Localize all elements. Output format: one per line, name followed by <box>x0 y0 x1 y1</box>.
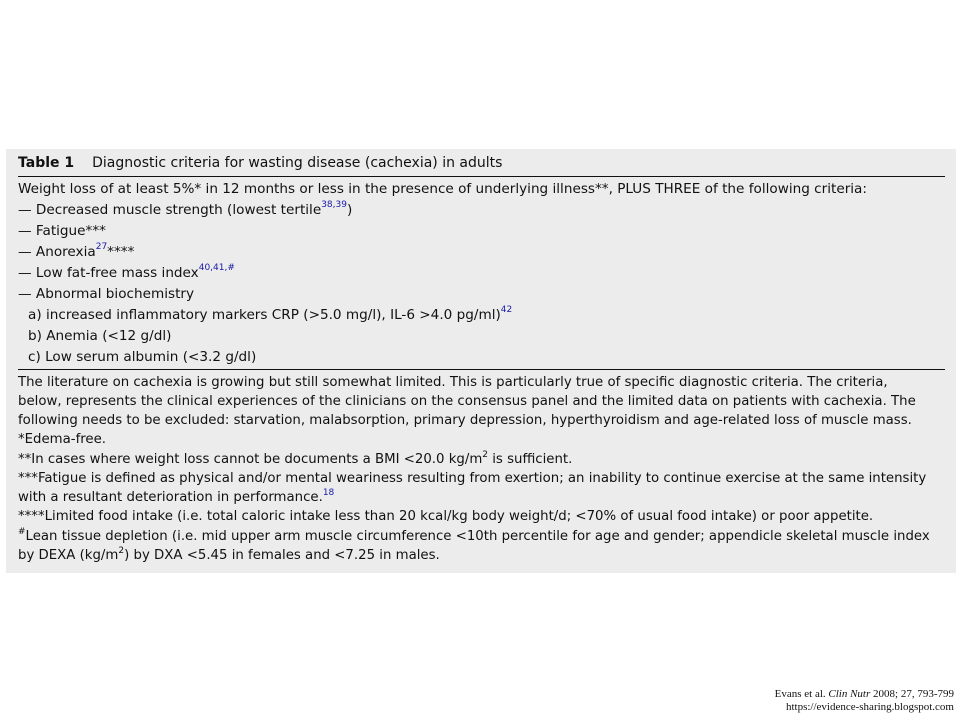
criterion-text: — Fatigue*** <box>18 223 106 239</box>
reference-link[interactable]: 38,39 <box>321 200 347 211</box>
footnote-text: is sufficient. <box>488 452 573 467</box>
citation-line <box>775 688 954 701</box>
table-title: Diagnostic criteria for wasting disease (cachexia) in adults <box>92 155 503 171</box>
criterion-fat-free-mass <box>18 264 235 282</box>
footnote-text: with a resultant deterioration in performance. <box>18 490 323 505</box>
table-caption <box>18 154 502 172</box>
criterion-text: — Decreased muscle strength (lowest tertile <box>18 202 322 218</box>
footnote-text: **In cases where weight loss cannot be documents a BMI <20.0 kg/m <box>18 452 483 467</box>
criterion-fatigue <box>18 222 106 240</box>
hash-mark: # <box>18 526 26 537</box>
citation-details: 2008; 27, 793-799 <box>873 688 954 700</box>
reference-link[interactable]: 27 <box>95 242 108 253</box>
sub-criterion-text: c) Low serum albumin (<3.2 g/dl) <box>28 349 257 365</box>
notes-paragraph-line: below, represents the clinical experiences of the clinicians on the consensus panel and the limited data on patients with cachexia. The <box>18 394 916 409</box>
footnote-text: Lean tissue depletion (i.e. mid upper arm muscle circumference <10th percentile for age and gender; appendicle skeletal muscle index <box>25 529 930 544</box>
criterion-suffix: ) <box>346 202 353 218</box>
sub-criterion-inflammatory <box>28 306 512 324</box>
reference-link[interactable]: 18 <box>322 487 335 498</box>
footnote-edema: *Edema-free. <box>18 432 107 447</box>
footnote-text: by DEXA (kg/m <box>18 548 119 563</box>
reference-link[interactable]: 40,41,# <box>198 263 235 274</box>
table-box <box>6 149 956 573</box>
sub-criterion-anemia <box>28 327 171 345</box>
notes-paragraph-line: The literature on cachexia is growing but still somewhat limited. This is particularly true of specific diagnostic criteria. The criteria, <box>18 375 888 390</box>
criteria-intro: Weight loss of at least 5%* in 12 months or less in the presence of underlying illness**, PLUS THREE of the following criteria: <box>18 181 867 197</box>
table-label: Table 1 <box>18 155 75 171</box>
footnote-lean-line2 <box>18 547 440 565</box>
footnote-fatigue-line1: ***Fatigue is defined as physical and/or mental weariness resulting from exertion; an inability to continue exercise at the same intensity <box>18 471 927 486</box>
sub-criterion-albumin <box>28 348 256 366</box>
criterion-text: — Anorexia <box>18 244 96 260</box>
superscript: 2 <box>482 449 489 460</box>
criterion-text: — Abnormal biochemistry <box>18 286 195 302</box>
sub-criterion-text: a) increased inflammatory markers CRP (>5.0 mg/l), IL-6 >4.0 pg/ml) <box>28 307 501 323</box>
sub-criterion-text: b) Anemia (<12 g/dl) <box>28 328 172 344</box>
criterion-anorexia <box>18 243 134 261</box>
criterion-suffix: **** <box>107 244 135 260</box>
footnote-food-intake: ****Limited food intake (i.e. total caloric intake less than 20 kcal/kg body weight/d; <70% of usual food intake) or poor appetite. <box>18 509 874 524</box>
criterion-muscle-strength <box>18 201 352 219</box>
citation-journal: Clin Nutr <box>828 688 871 700</box>
source-credit <box>775 688 954 714</box>
footnote-lean-line1 <box>18 528 930 546</box>
top-rule <box>18 176 945 177</box>
footnote-fatigue-line2 <box>18 489 334 507</box>
reference-link[interactable]: 42 <box>500 305 513 316</box>
superscript: 2 <box>118 545 125 556</box>
footnote-text: ) by DXA <5.45 in females and <7.25 in males. <box>124 548 440 563</box>
source-url[interactable]: https://evidence-sharing.blogspot.com <box>785 701 954 713</box>
middle-rule <box>18 369 945 370</box>
criterion-text: — Low fat-free mass index <box>18 265 199 281</box>
criterion-biochemistry <box>18 285 194 303</box>
notes-paragraph-line: following needs to be excluded: starvation, malabsorption, primary depression, hyperthyroidism and age-related loss of muscle mass. <box>18 413 912 428</box>
citation-authors: Evans et al. <box>774 688 826 700</box>
footnote-bmi <box>18 451 572 469</box>
